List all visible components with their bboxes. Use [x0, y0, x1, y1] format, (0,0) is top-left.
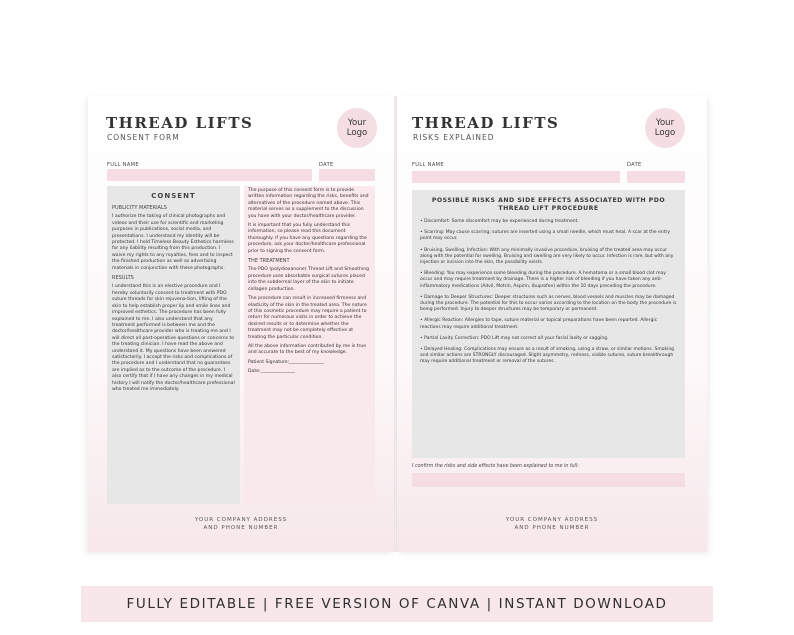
consent-panel [107, 186, 240, 504]
logo-text-line2: Logo [346, 128, 368, 138]
risk-item-bleeding: • Bleeding: You may experience some bleeding during the procedure. A hematoma or a small blood clot may occur and may require treatment by drainage. There is a higher risk of bleeding if you have taken any anti-inflammatory medications (Advil, Motrin, Aspirin, Ibuprofen) within the 10 days preceding the procedure. [420, 271, 666, 289]
page-subtitle: CONSENT FORM [107, 133, 180, 142]
risks-panel [412, 190, 685, 458]
consent-form-page [88, 96, 394, 552]
date-line[interactable]: Date:_______________ [248, 369, 295, 375]
publicity-heading: PUBLICITY MATERIALS [112, 205, 167, 211]
date-label: DATE [319, 162, 334, 168]
full-name-field[interactable] [412, 171, 620, 183]
logo-text-line1: Your [347, 118, 367, 128]
procedure-text: The procedure can result in increased firmness and elasticity of the skin in the treated area. The nature of this cosmetic procedure may require a patient to return for numerous visits in order to achieve the desired results or to determine whether the treatment may not be completely effective at treating the particular condition. [248, 296, 367, 340]
risk-item-partial-laxity: • Partial Laxity Correction: PDO Lift may not correct all your facial laxity or sagging. [420, 335, 609, 341]
accuracy-text: All the above information contributed by me is true and accurate to the best of my knowledge. [248, 343, 367, 356]
banner-text: FULLY EDITABLE | FREE VERSION OF CANVA | INSTANT DOWNLOAD [126, 596, 668, 612]
results-text: I understand this is an elective procedure and I hereby voluntarily consent to treatment with PDO suture threads for skin rejuvena-tion, lifting of the skin to help establish proper lip and smile lines and improved esthetics. The procedure has been fully explained to me. I also understand that any treatment performed is between me and the doctor/healthcare provider who is treating me and I will direct all post-operative questions or concerns to the treating clinician. I have read the above and understand it. My questions have been answered satisfactorily. I accept the risks and complications of the procedure and I understand that no guarantees are implied as to the outcome of the procedure. I also certify that if I have any changes in my medical history I will notify the doctor/healthcare professional who treated me immediately. [112, 284, 235, 392]
importance-text: It is important that you fully understand this information, so please read this document thoroughly. If you have any questions regarding the procedure, ask your doctor/healthcare professional prior to signing the consent form. [248, 223, 367, 254]
risks-explained-page [397, 96, 707, 552]
date-label: DATE [627, 162, 642, 168]
treatment-heading: THE TREATMENT [248, 258, 290, 265]
publicity-text: I authorize the taking of clinical photographs and videos and their use for scientific and marketing purposes in publications, social media, and presentations. I understand my identity will be protected. I hold Timeless Beauty Esthetics harmless for any liability resulting from this production. I waive my rights to any royalties, fees and to inspect the finished production as well as advertising materials in conjunction with these photographs. [112, 214, 234, 271]
treatment-text: The PDO (polydioxanone) Thread Lift and Smoothing procedure uses absorbable surgical sutures placed into the subdermal layer of the skin to initiate collagen production. [248, 267, 370, 292]
purpose-text: The purpose of this consent form is to provide written information regarding the risks, benefits and alternatives of the procedure named above. This material serves as a supplement to the discussion you have with your doctor/healthcare provider. [248, 188, 369, 219]
logo-placeholder [645, 108, 685, 148]
footer-line2: AND PHONE NUMBER [203, 524, 279, 531]
date-field[interactable] [627, 171, 685, 183]
logo-text-line2: Logo [654, 128, 676, 138]
risks-heading: POSSIBLE RISKS AND SIDE EFFECTS ASSOCIATED WITH PDO THREAD LIFT PROCEDURE [431, 197, 666, 212]
risk-item-discomfort: • Discomfort: Some discomfort may be experienced during treatment. [420, 219, 579, 224]
company-address-footer [88, 517, 394, 532]
full-name-label: FULL NAME [412, 162, 444, 168]
feature-banner [81, 586, 713, 622]
full-name-label: FULL NAME [107, 162, 139, 168]
page-subtitle: RISKS EXPLAINED [413, 133, 495, 142]
risk-item-bruising: • Bruising, Swelling, Infection: With any minimally invasive procedure, bruising of the treated area may occur along with the potential for swelling. Bruising and swelling are very likely to occur. Infection is rare, but with any injection or incision into the skin, the possibility exists. [420, 247, 674, 266]
risk-item-scarring: • Scarring: May cause scarring; sutures are inserted using a small needle, which must heal. A scar at the entry point may occur. [420, 230, 671, 242]
risk-item-delayed-healing: • Delayed Healing: Complications may ensure as a result of smoking, using a straw, or similar motions. Smoking and similar actions are STRONGLY discouraged. Slight asymmetry, redness, visible sutures, suture breakthrough may require additional treatment or removal of the sutures. [420, 347, 675, 365]
consent-heading: CONSENT [151, 192, 196, 200]
logo-text-line1: Your [655, 118, 675, 128]
date-field[interactable] [319, 169, 375, 181]
full-name-field[interactable] [107, 169, 312, 181]
confirmation-field[interactable] [412, 473, 685, 487]
footer-line2: AND PHONE NUMBER [514, 524, 590, 531]
results-heading: RESULTS [112, 275, 134, 282]
info-panel [244, 186, 375, 504]
page-title: THREAD LIFTS [106, 114, 254, 132]
footer-line1: YOUR COMPANY ADDRESS [505, 517, 599, 523]
risk-item-deeper-structures: • Damage to Deeper Structures: Deeper structures such as nerves, blood vessels and muscles may be damaged during the procedure. The potential for this to occur varies according to the location on the body the procedure is being performed. Injury to deeper structures may be temporary or permanent. [420, 294, 677, 313]
company-address-footer [397, 517, 707, 532]
signature-line[interactable]: Patient Signature:_______________ [248, 359, 324, 365]
logo-placeholder [337, 108, 377, 148]
confirmation-text: I confirm the risks and side effects have been explained to me in full: [412, 464, 579, 469]
risk-item-allergic-reaction: • Allergic Reaction: Allergies to tape, suture material or topical preparations have been reported. Allergic reactions may require additional treatment. [420, 318, 658, 330]
page-title: THREAD LIFTS [412, 114, 560, 132]
footer-line1: YOUR COMPANY ADDRESS [194, 517, 288, 523]
